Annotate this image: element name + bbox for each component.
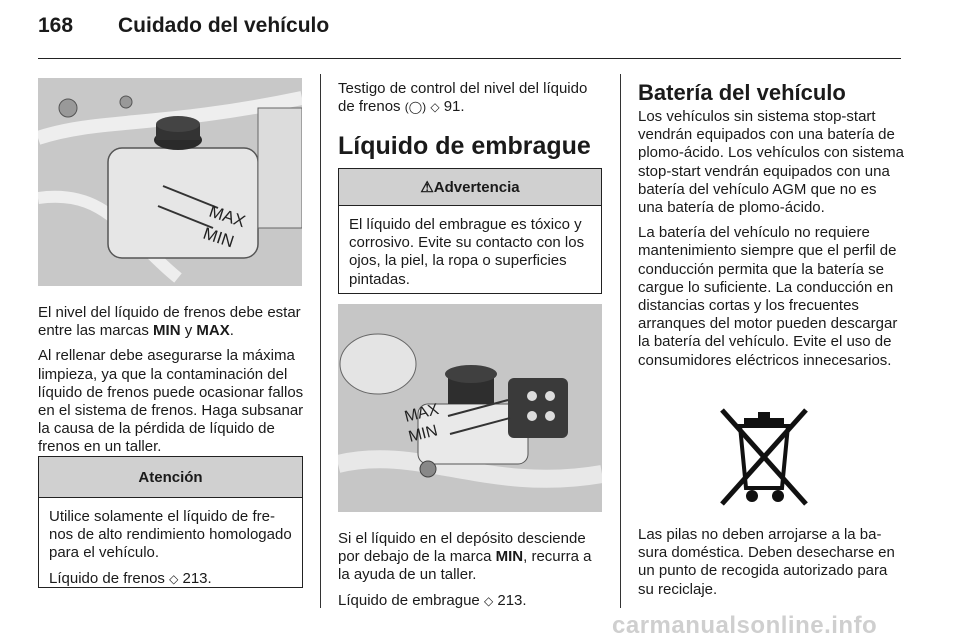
clutch-reservoir-illustration <box>338 304 602 512</box>
min-mark: MIN <box>200 223 237 252</box>
notice-box <box>38 456 303 588</box>
low-level-paragraph: Si el líquido en el depósito desciende por debajo de la marca MIN, recurra a la ayuda de un taller. <box>338 530 592 584</box>
col3-text <box>638 108 904 377</box>
cross-reference-icon: ◇ <box>430 100 440 115</box>
warning-triangle-icon: ⚠ <box>420 179 434 196</box>
notice-body: Utilice solamente el líquido de frenos de alto rendimiento homologado para el vehículo. Líquido de frenos ◇ 213. <box>49 508 292 587</box>
column-divider <box>620 74 621 608</box>
battery-disposal-paragraph: Las pilas no deben arrojarse a la basura doméstica. Deben desecharse en un punto de recogida autorizado para su reciclaje. <box>638 526 895 598</box>
refill-paragraph: Al rellenar debe asegurarse la máxima limpieza, ya que la contaminación del líquido de frenos puede ocasionar fallos en el sistema de frenos. Haga subsanar la causa de la pérdida de líquido de frenos en un taller. <box>38 347 304 456</box>
warning-body: El líquido del embrague es tóxico y corrosivo. Evite su contacto con los ojos, la piel, la ropa o superficies pintadas. <box>349 216 585 288</box>
page-title: Cuidado del vehículo <box>118 14 330 37</box>
cross-reference-icon: ◇ <box>483 593 494 608</box>
warning-box <box>338 168 602 294</box>
brake-level-paragraph: El nivel del líquido de frenos debe estar entre las marcas MIN y MAX. <box>38 304 301 340</box>
crossed-bin-icon <box>708 404 820 510</box>
brake-fluid-reservoir-photo <box>38 78 302 286</box>
brake-warning-icon: (◯) <box>404 100 427 115</box>
battery-maintenance-paragraph: La batería del vehículo no requiere mantenimiento siempre que el perfil de conducción permita que la batería se cargue lo suficiente. La conducción en distancias cortas y los frecuentes arranques del motor pueden descargar la batería del vehículo. Evite el uso de consumidores eléctricos innecesarios. <box>638 224 898 369</box>
max-mark: MAX <box>206 201 248 232</box>
col2-bottom-text <box>338 530 604 617</box>
watermark: carmanualsonline.info <box>612 612 878 639</box>
col1-text <box>38 304 304 464</box>
max-mark: MAX <box>402 400 441 426</box>
column-divider <box>320 74 321 608</box>
min-mark: MIN <box>406 422 440 446</box>
warning-lamp-paragraph: Testigo de control del nivel del líquido de frenos (◯) ◇ 91. <box>338 80 588 116</box>
brake-reservoir-illustration <box>38 78 302 286</box>
clutch-fluid-reservoir-photo <box>338 304 602 512</box>
header-rule <box>38 58 901 59</box>
col3-bottom-text <box>638 526 904 606</box>
cross-reference-icon: ◇ <box>169 571 179 586</box>
battery-type-paragraph: Los vehículos sin sistema stop-start vendrán equipados con una batería de plomo-ácido. Los vehículos con sistema stop-start vendrán equipados con una batería del vehículo AGM que no es una batería de plomo-ácido. <box>638 108 904 217</box>
clutch-fluid-heading: Líquido de embrague <box>338 132 591 160</box>
battery-heading: Batería del vehículo <box>638 80 846 105</box>
clutch-fluid-reference: Líquido de embrague ◇ 213. <box>338 591 527 609</box>
page-number: 168 <box>38 14 74 37</box>
warning-title: ⚠ Advertencia <box>339 169 601 206</box>
notice-title: Atención <box>39 457 302 498</box>
